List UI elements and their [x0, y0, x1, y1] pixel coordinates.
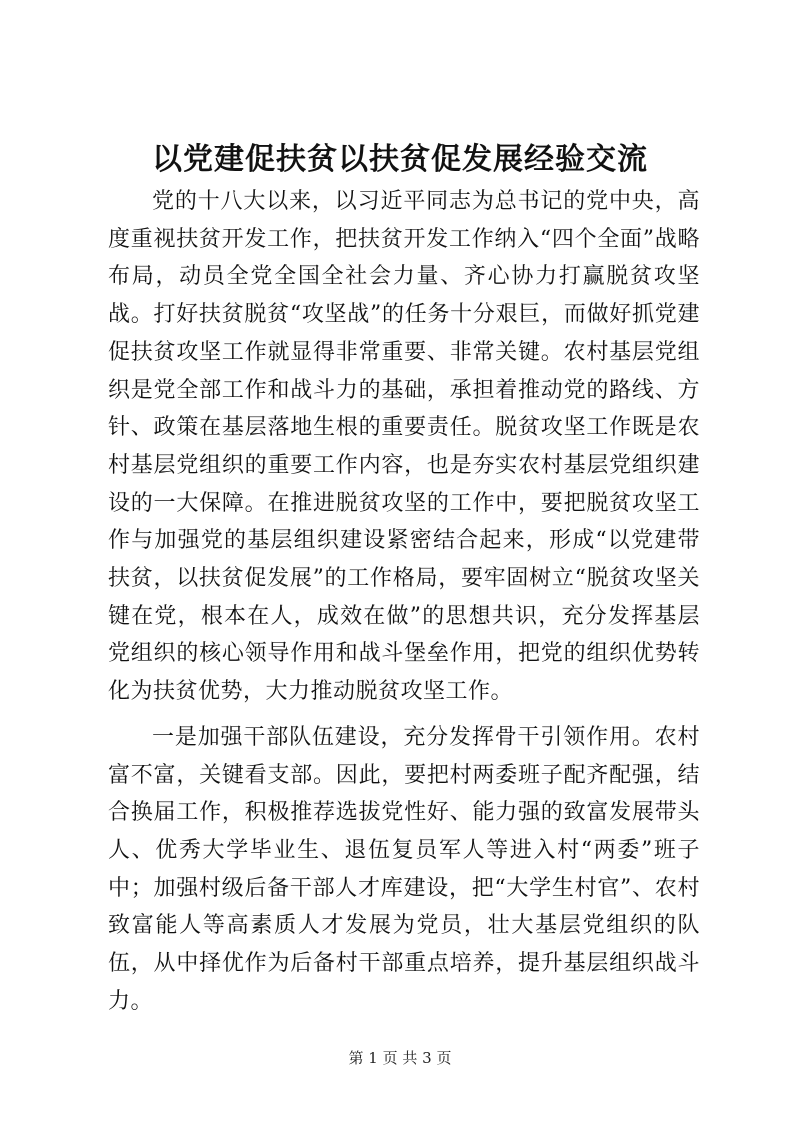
document-body	[108, 183, 700, 1028]
document-title: 以党建促扶贫以扶贫促发展经验交流	[152, 142, 648, 177]
paragraph-point-one: 一是加强干部队伍建设，充分发挥骨干引领作用。农村富不富，关键看支部。因此，要把村两委班子配齐配强，结合换届工作，积极推荐选拔党性好、能力强的致富发展带头人、优秀大学毕业生、退伍复员军人等进入村“两委”班子中；加强村级后备干部人才库建设，把“大学生村官”、农村致富能人等高素质人才发展为党员，壮大基层党组织的队伍，从中择优作为后备村干部重点培养，提升基层组织战斗力。	[108, 724, 700, 1014]
paragraph-intro: 党的十八大以来，以习近平同志为总书记的党中央，高度重视扶贫开发工作，把扶贫开发工作纳入“四个全面”战略布局，动员全党全国全社会力量、齐心协力打赢脱贫攻坚战。打好扶贫脱贫“攻坚战”的任务十分艰巨，而做好抓党建促扶贫攻坚工作就显得非常重要、非常关键。农村基层党组织是党全部工作和战斗力的基础，承担着推动党的路线、方针、政策在基层落地生根的重要责任。脱贫攻坚工作既是农村基层党组织的重要工作内容，也是夯实农村基层党组织建设的一大保障。在推进脱贫攻坚的工作中，要把脱贫攻坚工作与加强党的基层组织建设紧密结合起来，形成“以党建带扶贫，以扶贫促发展”的工作格局，要牢固树立“脱贫攻坚关键在党，根本在人，成效在做”的思想共识，充分发挥基层党组织的核心领导作用和战斗堡垒作用，把党的组织优势转化为扶贫优势，大力推动脱贫攻坚工作。	[108, 189, 700, 705]
page-number-footer: 第 1 页 共 3 页	[348, 1049, 452, 1067]
